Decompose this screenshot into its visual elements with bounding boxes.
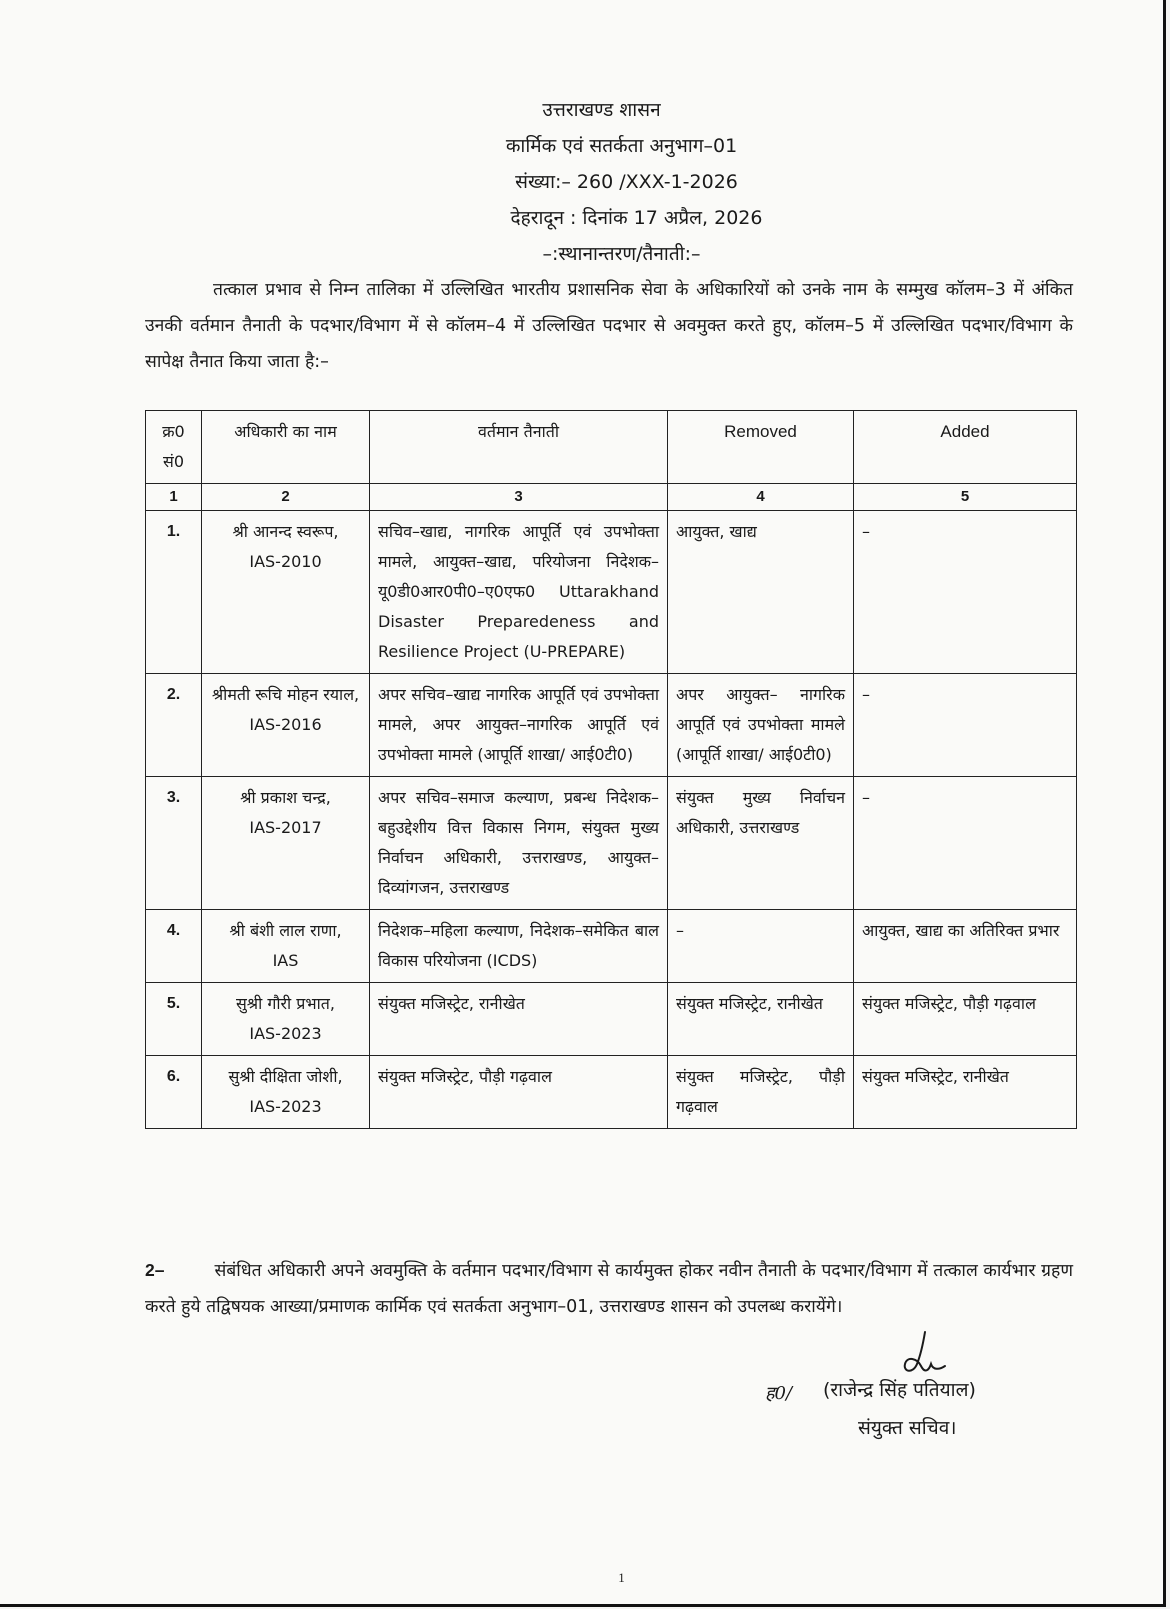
column-number-row bbox=[146, 484, 1077, 511]
header-removed: Removed bbox=[668, 411, 854, 484]
removed-charge: अपर आयुक्त– नागरिक आपूर्ति एवं उपभोक्ता मामले (आपूर्ति शाखा/ आई0टी0) bbox=[668, 674, 854, 777]
page-number: 1 bbox=[618, 1570, 625, 1585]
added-charge: – bbox=[854, 777, 1077, 910]
officer-cell bbox=[202, 1056, 370, 1129]
serial-number: 4. bbox=[146, 910, 202, 983]
serial-number: 2. bbox=[146, 674, 202, 777]
current-posting: निदेशक–महिला कल्याण, निदेशक–समेकित बाल विकास परियोजना (ICDS) bbox=[370, 910, 668, 983]
signatory-name: (राजेन्द्र सिंह पतियाल) bbox=[823, 1379, 976, 1401]
header-serial: क्र0 सं0 bbox=[146, 411, 202, 484]
government-name: उत्तराखण्ड शासन bbox=[542, 99, 661, 121]
officer-cell bbox=[202, 674, 370, 777]
paragraph-text: संबंधित अधिकारी अपने अवमुक्ति के वर्तमान पदभार/विभाग से कार्यमुक्त होकर नवीन तैनाती के पदभार/विभाग में तत्काल कार्यभार ग्रहण करते हुये तद्विषयक आख्या/प्रमाणक कार्मिक एवं सतर्कता अनुभाग–01, उत्तराखण्ड शासन को उपलब्ध करायेंगे। bbox=[145, 1261, 1073, 1317]
added-charge: संयुक्त मजिस्ट्रेट, रानीखेत bbox=[854, 1056, 1077, 1129]
signatory-designation: संयुक्त सचिव। bbox=[858, 1417, 957, 1439]
officer-cell bbox=[202, 910, 370, 983]
added-charge: संयुक्त मजिस्ट्रेट, पौड़ी गढ़वाल bbox=[854, 983, 1077, 1056]
added-charge: – bbox=[854, 511, 1077, 674]
removed-charge: संयुक्त मुख्य निर्वाचन अधिकारी, उत्तराखण्ड bbox=[668, 777, 854, 910]
removed-charge: आयुक्त, खाद्य bbox=[668, 511, 854, 674]
serial-number: 6. bbox=[146, 1056, 202, 1129]
handwritten-signature bbox=[895, 1330, 955, 1382]
officer-name: श्री बंशी लाल राणा, bbox=[229, 921, 342, 940]
serial-number: 3. bbox=[146, 777, 202, 910]
removed-charge: संयुक्त मजिस्ट्रेट, पौड़ी गढ़वाल bbox=[668, 1056, 854, 1129]
header-officer-name: अधिकारी का नाम bbox=[202, 411, 370, 484]
officer-batch: IAS-2017 bbox=[249, 818, 322, 837]
signed-initials: ह0/ bbox=[765, 1383, 793, 1404]
serial-number: 5. bbox=[146, 983, 202, 1056]
order-date: देहरादून : दिनांक 17 अप्रैल, 2026 bbox=[510, 207, 763, 229]
section-name: कार्मिक एवं सतर्कता अनुभाग–01 bbox=[505, 135, 738, 157]
current-posting: संयुक्त मजिस्ट्रेट, पौड़ी गढ़वाल bbox=[370, 1056, 668, 1129]
serial-number: 1. bbox=[146, 511, 202, 674]
removed-charge: – bbox=[668, 910, 854, 983]
column-number: 2 bbox=[202, 484, 370, 511]
transfer-table bbox=[145, 410, 1077, 1129]
current-posting: अपर सचिव–समाज कल्याण, प्रबन्ध निदेशक– बहुउद्देशीय वित्त विकास निगम, संयुक्त मुख्य निर्वाचन अधिकारी, उत्तराखण्ड, आयुक्त–दिव्यांगजन, उत्तराखण्ड bbox=[370, 777, 668, 910]
header-current-posting: वर्तमान तैनाती bbox=[370, 411, 668, 484]
removed-charge: संयुक्त मजिस्ट्रेट, रानीखेत bbox=[668, 983, 854, 1056]
column-number: 1 bbox=[146, 484, 202, 511]
table-header-row bbox=[146, 411, 1077, 484]
officer-batch: IAS-2016 bbox=[249, 715, 322, 734]
order-subject: –:स्थानान्तरण/तैनाती:– bbox=[542, 243, 701, 265]
paragraph-2 bbox=[145, 1252, 1073, 1325]
column-number: 3 bbox=[370, 484, 668, 511]
table-row bbox=[146, 674, 1077, 777]
table-row bbox=[146, 777, 1077, 910]
header-added: Added bbox=[854, 411, 1077, 484]
officer-name: सुश्री दीक्षिता जोशी, bbox=[228, 1067, 343, 1086]
officer-name: श्री प्रकाश चन्द्र, bbox=[240, 788, 331, 807]
officer-batch: IAS-2023 bbox=[249, 1097, 322, 1116]
officer-name: श्री आनन्द स्वरूप, bbox=[232, 522, 339, 541]
column-number: 4 bbox=[668, 484, 854, 511]
added-charge: – bbox=[854, 674, 1077, 777]
order-number: संख्या:– 260 /XXX-1-2026 bbox=[515, 171, 738, 193]
table-row bbox=[146, 1056, 1077, 1129]
intro-paragraph: तत्काल प्रभाव से निम्न तालिका में उल्लिखित भारतीय प्रशासनिक सेवा के अधिकारियों को उनके नाम के सम्मुख कॉलम–3 में अंकित उनकी वर्तमान तैनाती के पदभार/विभाग में से कॉलम–4 में उल्लिखित पदभार से अवमुक्त करते हुए, कॉलम–5 में उल्लिखित पदभार/विभाग के सापेक्ष तैनात किया जाता है:– bbox=[145, 280, 1073, 372]
officer-name: सुश्री गौरी प्रभात, bbox=[235, 994, 335, 1013]
paragraph-number: 2– bbox=[145, 1260, 165, 1280]
table-row bbox=[146, 910, 1077, 983]
table-row bbox=[146, 511, 1077, 674]
officer-name: श्रीमती रूचि मोहन रयाल, bbox=[211, 685, 360, 704]
document-header bbox=[0, 92, 1163, 236]
officer-cell bbox=[202, 983, 370, 1056]
table-row bbox=[146, 983, 1077, 1056]
officer-cell bbox=[202, 511, 370, 674]
officer-cell bbox=[202, 777, 370, 910]
current-posting: अपर सचिव–खाद्य नागरिक आपूर्ति एवं उपभोक्ता मामले, अपर आयुक्त–नागरिक आपूर्ति एवं उपभोक्ता मामले (आपूर्ति शाखा/ आई0टी0) bbox=[370, 674, 668, 777]
current-posting: सचिव–खाद्य, नागरिक आपूर्ति एवं उपभोक्ता मामले, आयुक्त–खाद्य, परियोजना निदेशक–यू0डी0आर0पी0–ए0एफ0 Uttarakhand Disaster Preparedeness and Resilience Project (U-PREPARE) bbox=[370, 511, 668, 674]
officer-batch: IAS bbox=[272, 951, 299, 970]
officer-batch: IAS-2023 bbox=[249, 1024, 322, 1043]
added-charge: आयुक्त, खाद्य का अतिरिक्त प्रभार bbox=[854, 910, 1077, 983]
officer-batch: IAS-2010 bbox=[249, 552, 322, 571]
current-posting: संयुक्त मजिस्ट्रेट, रानीखेत bbox=[370, 983, 668, 1056]
column-number: 5 bbox=[854, 484, 1077, 511]
